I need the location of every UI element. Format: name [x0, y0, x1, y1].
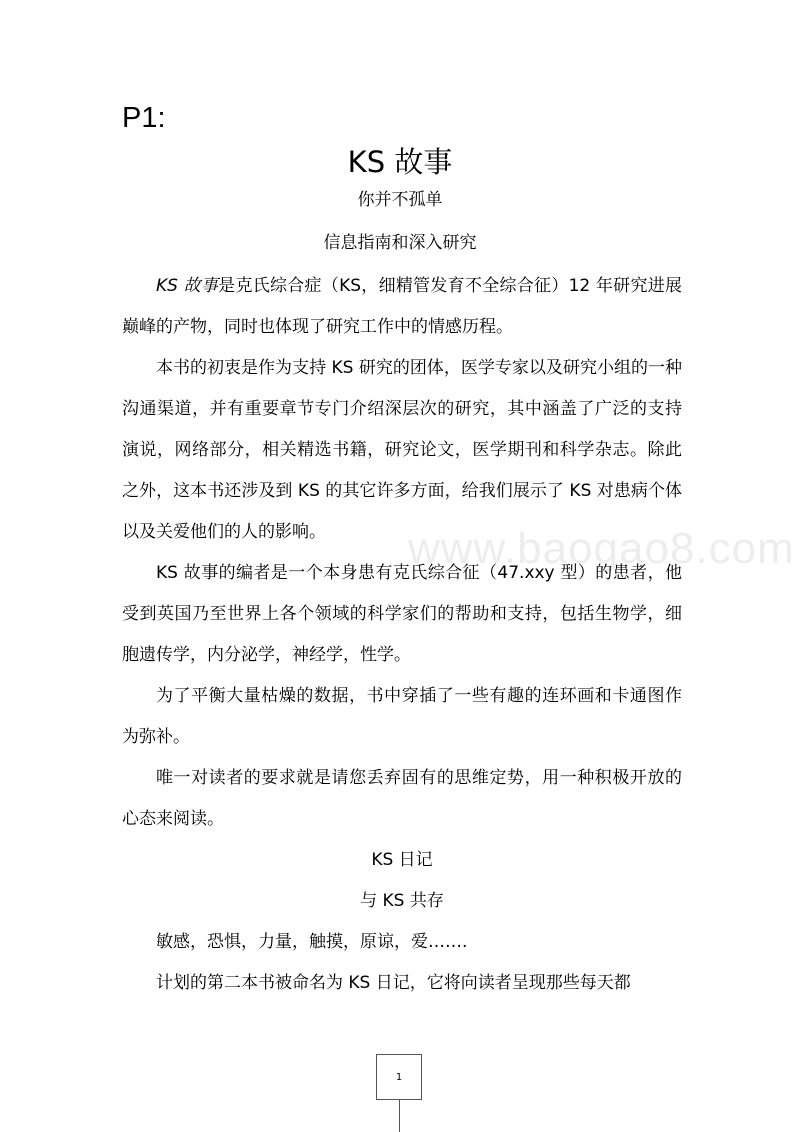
paragraph-1 [122, 266, 682, 348]
subtitle-1: 你并不孤单 [357, 190, 443, 210]
paragraph-5: 唯一对读者的要求就是请您丢弃固有的思维定势，用一种积极开放的心态来阅读。 [122, 768, 682, 829]
page-number-line [399, 1100, 400, 1132]
paragraph-7: 计划的第二本书被命名为 KS 日记，它将向读者呈现那些每天都 [156, 973, 631, 993]
section-label: P1: [122, 102, 166, 134]
section-subheading: 与 KS 共存 [360, 891, 444, 911]
paragraph-6: 敏感，恐惧，力量，触摸，原谅，爱……. [156, 932, 468, 952]
watermark: www.baogao8.com [408, 524, 795, 573]
paragraph-1-text: 是克氏综合症（KS，细精管发育不全综合征）12 年研究进展巅峰的产物，同时也体现了研究工作中的情感历程。 [122, 276, 682, 337]
body-text [122, 266, 682, 1004]
book-title-italic: KS 故事 [156, 276, 219, 296]
paragraph-2: 本书的初衷是作为支持 KS 研究的团体，医学专家以及研究小组的一种沟通渠道，并有重要章节专门介绍深层次的研究，其中涵盖了广泛的支持演说，网络部分，相关精选书籍，研究论文，医学期刊和科学杂志。除此之外，这本书还涉及到 KS 的其它许多方面，给我们展示了 KS 对患病个体以及关爱他们的人的影响。 [122, 358, 682, 542]
paragraph-4: 为了平衡大量枯燥的数据，书中穿插了一些有趣的连环画和卡通图作为弥补。 [122, 686, 682, 747]
section-heading-ks-diary: KS 日记 [371, 850, 433, 870]
paragraph-3: KS 故事的编者是一个本身患有克氏综合征（47.xxy 型）的患者，他受到英国乃至世界上各个领域的科学家们的帮助和支持，包括生物学，细胞遗传学，内分泌学，神经学，性学。 [122, 563, 682, 665]
subtitle-2: 信息指南和深入研究 [323, 233, 477, 253]
page-number: 1 [376, 1054, 422, 1100]
page-title: KS 故事 [347, 145, 453, 179]
